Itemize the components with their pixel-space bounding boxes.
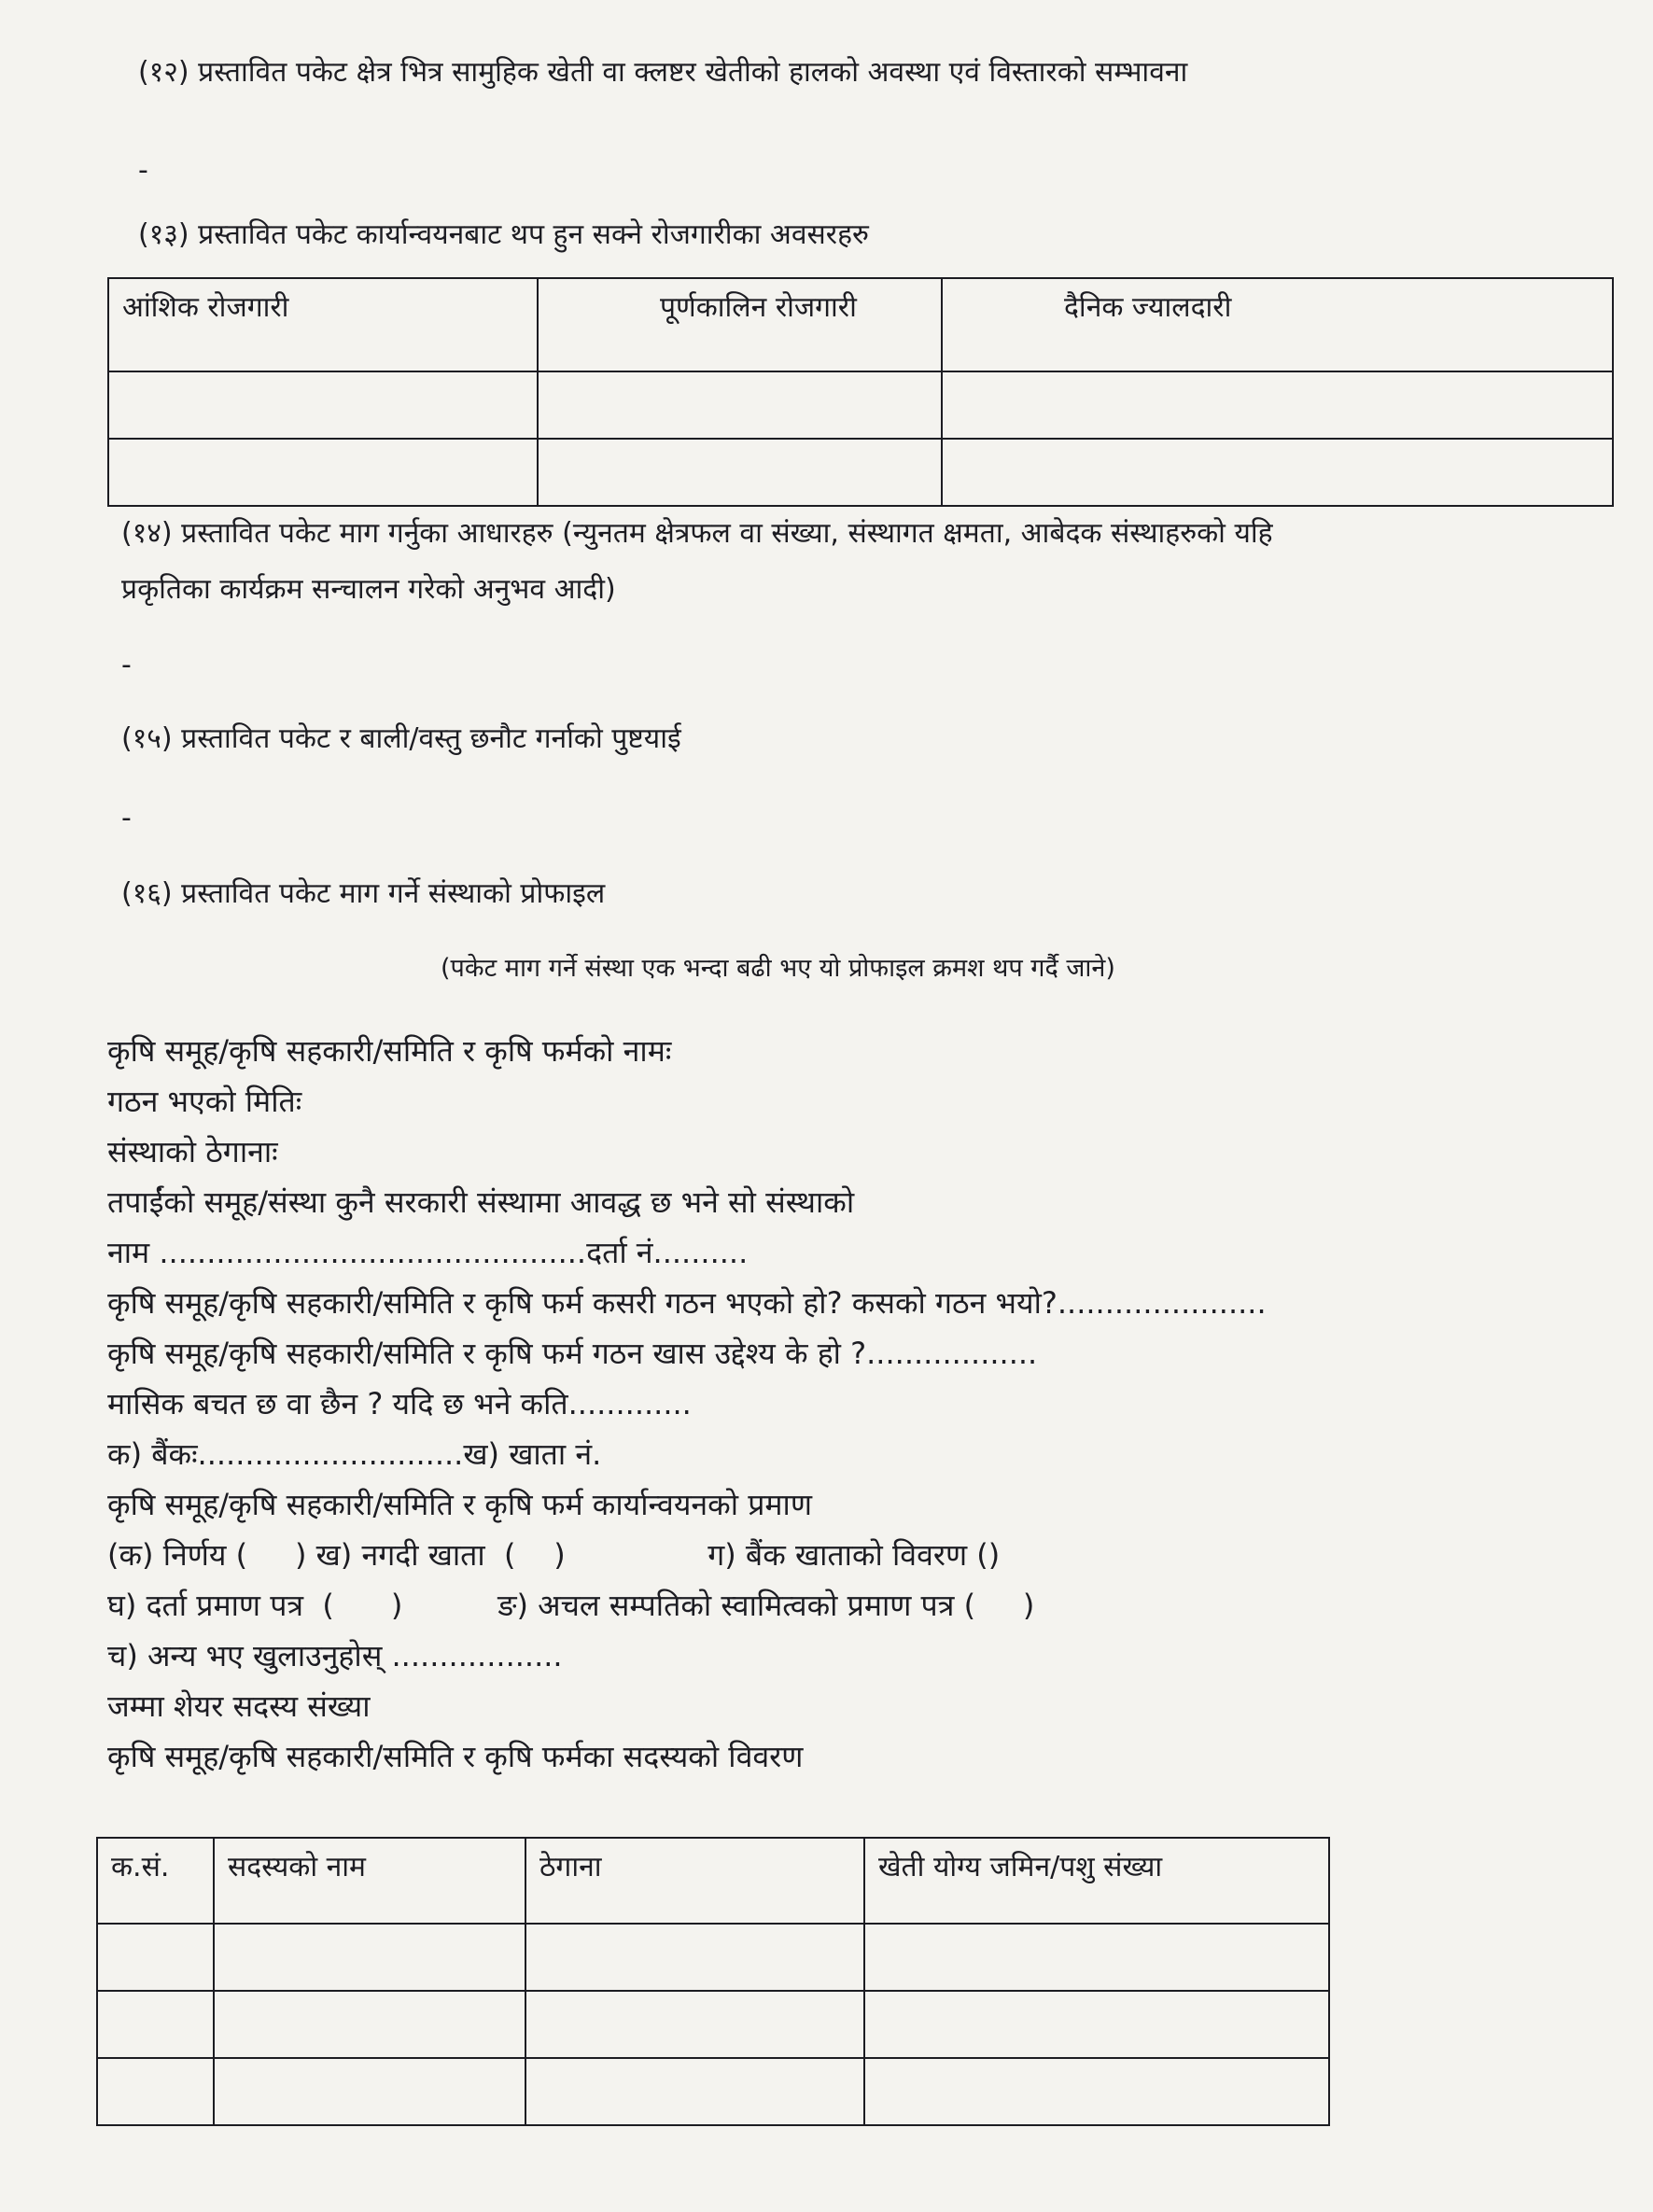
implementation-proof-title: कृषि समूह/कृषि सहकारी/समिति र कृषि फर्म कार्यान्वयनको प्रमाण — [107, 1487, 812, 1522]
how-formed-field: कृषि समूह/कृषि सहकारी/समिति र कृषि फर्म कसरी गठन भएको हो? कसको गठन भयो?...................... — [107, 1285, 1267, 1321]
table-cell — [97, 1991, 214, 2058]
table-cell — [864, 2058, 1329, 2125]
established-date-field: गठन भएको मितिः — [107, 1084, 302, 1119]
section-15-heading: (१५) प्रस्तावित पकेट र बाली/वस्तु छनौट गर्नाको पुष्टयाई — [121, 722, 681, 755]
purpose-field: कृषि समूह/कृषि सहकारी/समिति र कृषि फर्म गठन खास उद्देश्य के हो ?.................. — [107, 1336, 1038, 1371]
employment-header-partial: आंशिक रोजगारी — [108, 278, 538, 371]
org-name-field: कृषि समूह/कृषि सहकारी/समिति र कृषि फर्मको नामः — [107, 1033, 672, 1069]
table-row — [97, 1991, 1329, 2058]
member-header-land-livestock: खेती योग्य जमिन/पशु संख्या — [864, 1838, 1329, 1924]
member-header-serial: क.सं. — [97, 1838, 214, 1924]
table-cell — [864, 1924, 1329, 1991]
table-cell — [108, 439, 538, 506]
proof-checklist-row-1: (क) निर्णय ( ) ख) नगदी खाता ( ) ग) बैंक खाताको विवरण () — [107, 1537, 1001, 1573]
employment-table — [107, 277, 1614, 507]
section-12-answer: - — [138, 154, 148, 187]
other-proof-field: च) अन्य भए खुलाउनुहोस् .................. — [107, 1638, 563, 1673]
affiliation-field: तपाईंको समूह/संस्था कुनै सरकारी संस्थामा आवद्ध छ भने सो संस्थाको — [107, 1184, 855, 1220]
table-cell — [214, 1924, 525, 1991]
member-header-name: सदस्यको नाम — [214, 1838, 525, 1924]
bank-account-field: क) बैंकः............................ख) खाता नं. — [107, 1436, 602, 1472]
member-details-title: कृषि समूह/कृषि सहकारी/समिति र कृषि फर्मका सदस्यको विवरण — [107, 1739, 804, 1774]
table-row — [97, 2058, 1329, 2125]
table-cell — [214, 1991, 525, 2058]
affiliation-name-registration: नाम .............................................दर्ता नं.......... — [107, 1235, 749, 1270]
member-table — [96, 1837, 1330, 2126]
org-address-field: संस्थाको ठेगानाः — [107, 1134, 278, 1169]
table-cell — [525, 1924, 864, 1991]
section-16-heading: (१६) प्रस्तावित पकेट माग गर्ने संस्थाको प्रोफाइल — [121, 877, 606, 910]
section-12-heading: (१२) प्रस्तावित पकेट क्षेत्र भित्र सामुहिक खेती वा क्लष्टर खेतीको हालको अवस्था एवं विस्तारको सम्भावना — [138, 56, 1188, 89]
table-cell — [942, 371, 1613, 439]
table-cell — [525, 2058, 864, 2125]
share-members-count: जम्मा शेयर सदस्य संख्या — [107, 1688, 371, 1724]
monthly-savings-field: मासिक बचत छ वा छैन ? यदि छ भने कति............. — [107, 1386, 692, 1421]
table-cell — [108, 371, 538, 439]
member-header-address: ठेगाना — [525, 1838, 864, 1924]
section-14-answer: - — [121, 649, 132, 681]
section-14-heading-line2: प्रकृतिका कार्यक्रम सन्चालन गरेको अनुभव आदी) — [121, 573, 616, 606]
table-cell — [538, 439, 942, 506]
table-row — [97, 1924, 1329, 1991]
employment-header-fulltime: पूर्णकालिन रोजगारी — [538, 278, 942, 371]
table-row — [108, 439, 1613, 506]
employment-header-daily-wage: दैनिक ज्यालदारी — [942, 278, 1613, 371]
section-15-answer: - — [121, 802, 132, 834]
table-row — [108, 371, 1613, 439]
table-cell — [538, 371, 942, 439]
table-cell — [97, 1924, 214, 1991]
proof-checklist-row-2: घ) दर्ता प्रमाण पत्र ( ) ङ) अचल सम्पतिको स्वामित्वको प्रमाण पत्र ( ) — [107, 1588, 1035, 1623]
section-16-note: (पकेट माग गर्ने संस्था एक भन्दा बढी भए यो प्रोफाइल क्रमश थप गर्दै जाने) — [441, 954, 1115, 983]
section-14-heading-line1: (१४) प्रस्तावित पकेट माग गर्नुका आधारहरु (न्युनतम क्षेत्रफल वा संख्या, संस्थागत क्षमता, आबेदक संस्थाहरुको यहि — [121, 517, 1273, 550]
table-cell — [525, 1991, 864, 2058]
table-cell — [864, 1991, 1329, 2058]
section-13-heading: (१३) प्रस्तावित पकेट कार्यान्वयनबाट थप हुन सक्ने रोजगारीका अवसरहरु — [138, 218, 869, 251]
table-cell — [942, 439, 1613, 506]
table-cell — [97, 2058, 214, 2125]
table-cell — [214, 2058, 525, 2125]
